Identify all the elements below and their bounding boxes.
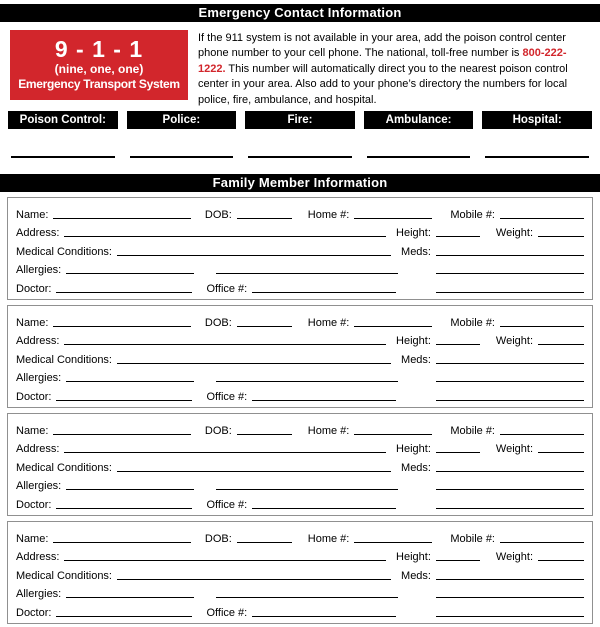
meds-continuation-line [436,478,584,490]
height-write-in-line [436,549,480,561]
emergency-form-page [0,4,600,624]
poison-control-note [198,30,592,106]
contact-label-fire: Fire: [245,111,355,129]
family-member-block [7,305,593,408]
name-write-in-line [53,207,190,219]
medical-conditions-write-in-line [117,352,391,364]
address-write-in-line [64,441,386,453]
family-member-block [7,521,593,624]
meds-write-in-line [436,460,584,472]
dob-label: DOB: [204,424,232,437]
dob-write-in-line [237,531,292,543]
fire-write-in-line [248,154,352,158]
address-label: Address: [16,443,60,456]
meds-label: Meds: [401,245,431,258]
emergency-contacts-labels [8,111,592,129]
weight-write-in-line [538,549,584,561]
member-row-allergies [16,474,584,493]
home-phone-write-in-line [354,207,432,219]
home-phone-label: Home #: [307,532,350,545]
meds-write-in-line [436,568,584,580]
allergies-write-in-line [66,370,194,382]
family-member-blocks [0,197,600,624]
meds-label: Meds: [401,353,431,366]
name-write-in-line [53,531,190,543]
member-row-name [16,202,584,221]
police-write-in-line [130,154,234,158]
meds-continuation-line [436,281,584,293]
dob-label: DOB: [204,532,232,545]
height-label: Height: [396,443,431,456]
address-label: Address: [16,227,60,240]
weight-label: Weight: [495,551,533,564]
office-phone-label: Office #: [206,498,248,511]
section-title: Family Member Information [212,175,388,190]
section-header-family-member [0,174,600,192]
weight-label: Weight: [495,227,533,240]
member-row-medical [16,347,584,366]
dob-write-in-line [237,423,292,435]
height-label: Height: [396,335,431,348]
mobile-phone-label: Mobile #: [450,208,495,221]
member-row-allergies [16,258,584,277]
contact-label-hospital: Hospital: [482,111,592,129]
member-row-address [16,437,584,456]
doctor-write-in-line [56,281,192,293]
allergies-label: Allergies: [16,588,62,601]
emergency-contacts-write-in-lines [8,154,592,158]
meds-label: Meds: [401,461,431,474]
member-row-address [16,221,584,240]
mobile-phone-label: Mobile #: [450,424,495,437]
address-label: Address: [16,335,60,348]
member-row-medical [16,563,584,582]
name-write-in-line [53,315,190,327]
mobile-phone-write-in-line [500,423,584,435]
medical-conditions-label: Medical Conditions: [16,461,112,474]
allergies-write-in-line [66,586,194,598]
member-row-name [16,418,584,437]
home-phone-write-in-line [354,315,432,327]
address-label: Address: [16,551,60,564]
member-row-doctor [16,276,584,295]
doctor-write-in-line [56,497,192,509]
member-row-name [16,310,584,329]
note-text-after: This number will automatically direct you to the nearest poison control center in your area. Also add to your phone’s directory the numbers for local police, fire, ambulance, and hospital. [198,62,568,106]
ambulance-write-in-line [367,154,471,158]
allergies-label: Allergies: [16,264,62,277]
allergies-continuation-line [216,262,398,274]
911-number: 9 - 1 - 1 [54,36,144,62]
weight-write-in-line [538,333,584,345]
mobile-phone-write-in-line [500,315,584,327]
section-title: Emergency Contact Information [198,5,402,20]
hospital-write-in-line [485,154,589,158]
mobile-phone-write-in-line [500,531,584,543]
member-row-name [16,526,584,545]
allergies-continuation-line [216,586,398,598]
name-label: Name: [16,424,49,437]
member-row-medical [16,239,584,258]
meds-continuation-line [436,605,584,617]
dob-label: DOB: [204,208,232,221]
allergies-label: Allergies: [16,372,62,385]
dob-write-in-line [237,207,292,219]
medical-conditions-write-in-line [117,568,391,580]
doctor-write-in-line [56,389,192,401]
medical-conditions-label: Medical Conditions: [16,353,112,366]
contact-label-poison-control: Poison Control: [8,111,118,129]
911-pronunciation: (nine, one, one) [54,62,144,76]
name-label: Name: [16,316,49,329]
height-write-in-line [436,333,480,345]
medical-conditions-write-in-line [117,244,391,256]
meds-continuation-line [436,586,584,598]
medical-conditions-label: Medical Conditions: [16,245,112,258]
meds-continuation-line [436,389,584,401]
note-text-before: If the 911 system is not available in your area, add the poison control center phone number to your cell phone. The national, toll-free number is [198,32,566,60]
member-row-doctor [16,600,584,619]
address-write-in-line [64,225,386,237]
member-row-allergies [16,366,584,385]
height-write-in-line [436,441,480,453]
doctor-write-in-line [56,605,192,617]
weight-write-in-line [538,225,584,237]
weight-write-in-line [538,441,584,453]
name-write-in-line [53,423,190,435]
medical-conditions-label: Medical Conditions: [16,569,112,582]
home-phone-write-in-line [354,423,432,435]
allergies-continuation-line [216,370,398,382]
allergies-write-in-line [66,262,194,274]
dob-write-in-line [237,315,292,327]
office-phone-write-in-line [252,605,396,617]
address-write-in-line [64,549,386,561]
name-label: Name: [16,532,49,545]
meds-write-in-line [436,352,584,364]
member-row-address [16,329,584,348]
meds-continuation-line [436,497,584,509]
family-member-block [7,197,593,300]
address-write-in-line [64,333,386,345]
allergies-write-in-line [66,478,194,490]
section-header-emergency-contact [0,4,600,22]
weight-label: Weight: [495,443,533,456]
office-phone-write-in-line [252,389,396,401]
meds-continuation-line [436,262,584,274]
member-row-doctor [16,384,584,403]
doctor-label: Doctor: [16,606,52,619]
height-label: Height: [396,551,431,564]
member-row-doctor [16,492,584,511]
office-phone-write-in-line [252,281,396,293]
allergies-continuation-line [216,478,398,490]
doctor-label: Doctor: [16,498,52,511]
mobile-phone-label: Mobile #: [450,316,495,329]
mobile-phone-label: Mobile #: [450,532,495,545]
911-callout [10,30,188,100]
name-label: Name: [16,208,49,221]
medical-conditions-write-in-line [117,460,391,472]
meds-label: Meds: [401,569,431,582]
mobile-phone-write-in-line [500,207,584,219]
poison-control-phone-number: 800-222-1222. [198,47,567,75]
911-info-row [10,30,592,106]
member-row-address [16,545,584,564]
contact-label-police: Police: [127,111,237,129]
911-system-name: Emergency Transport System [18,77,180,91]
height-write-in-line [436,225,480,237]
office-phone-label: Office #: [206,390,248,403]
office-phone-write-in-line [252,497,396,509]
weight-label: Weight: [495,335,533,348]
doctor-label: Doctor: [16,390,52,403]
meds-write-in-line [436,244,584,256]
home-phone-label: Home #: [307,424,350,437]
family-member-block [7,413,593,516]
poison-control-write-in-line [11,154,115,158]
member-row-medical [16,455,584,474]
dob-label: DOB: [204,316,232,329]
contact-label-ambulance: Ambulance: [364,111,474,129]
office-phone-label: Office #: [206,606,248,619]
office-phone-label: Office #: [206,282,248,295]
height-label: Height: [396,227,431,240]
doctor-label: Doctor: [16,282,52,295]
allergies-label: Allergies: [16,480,62,493]
member-row-allergies [16,582,584,601]
home-phone-write-in-line [354,531,432,543]
home-phone-label: Home #: [307,208,350,221]
meds-continuation-line [436,370,584,382]
home-phone-label: Home #: [307,316,350,329]
